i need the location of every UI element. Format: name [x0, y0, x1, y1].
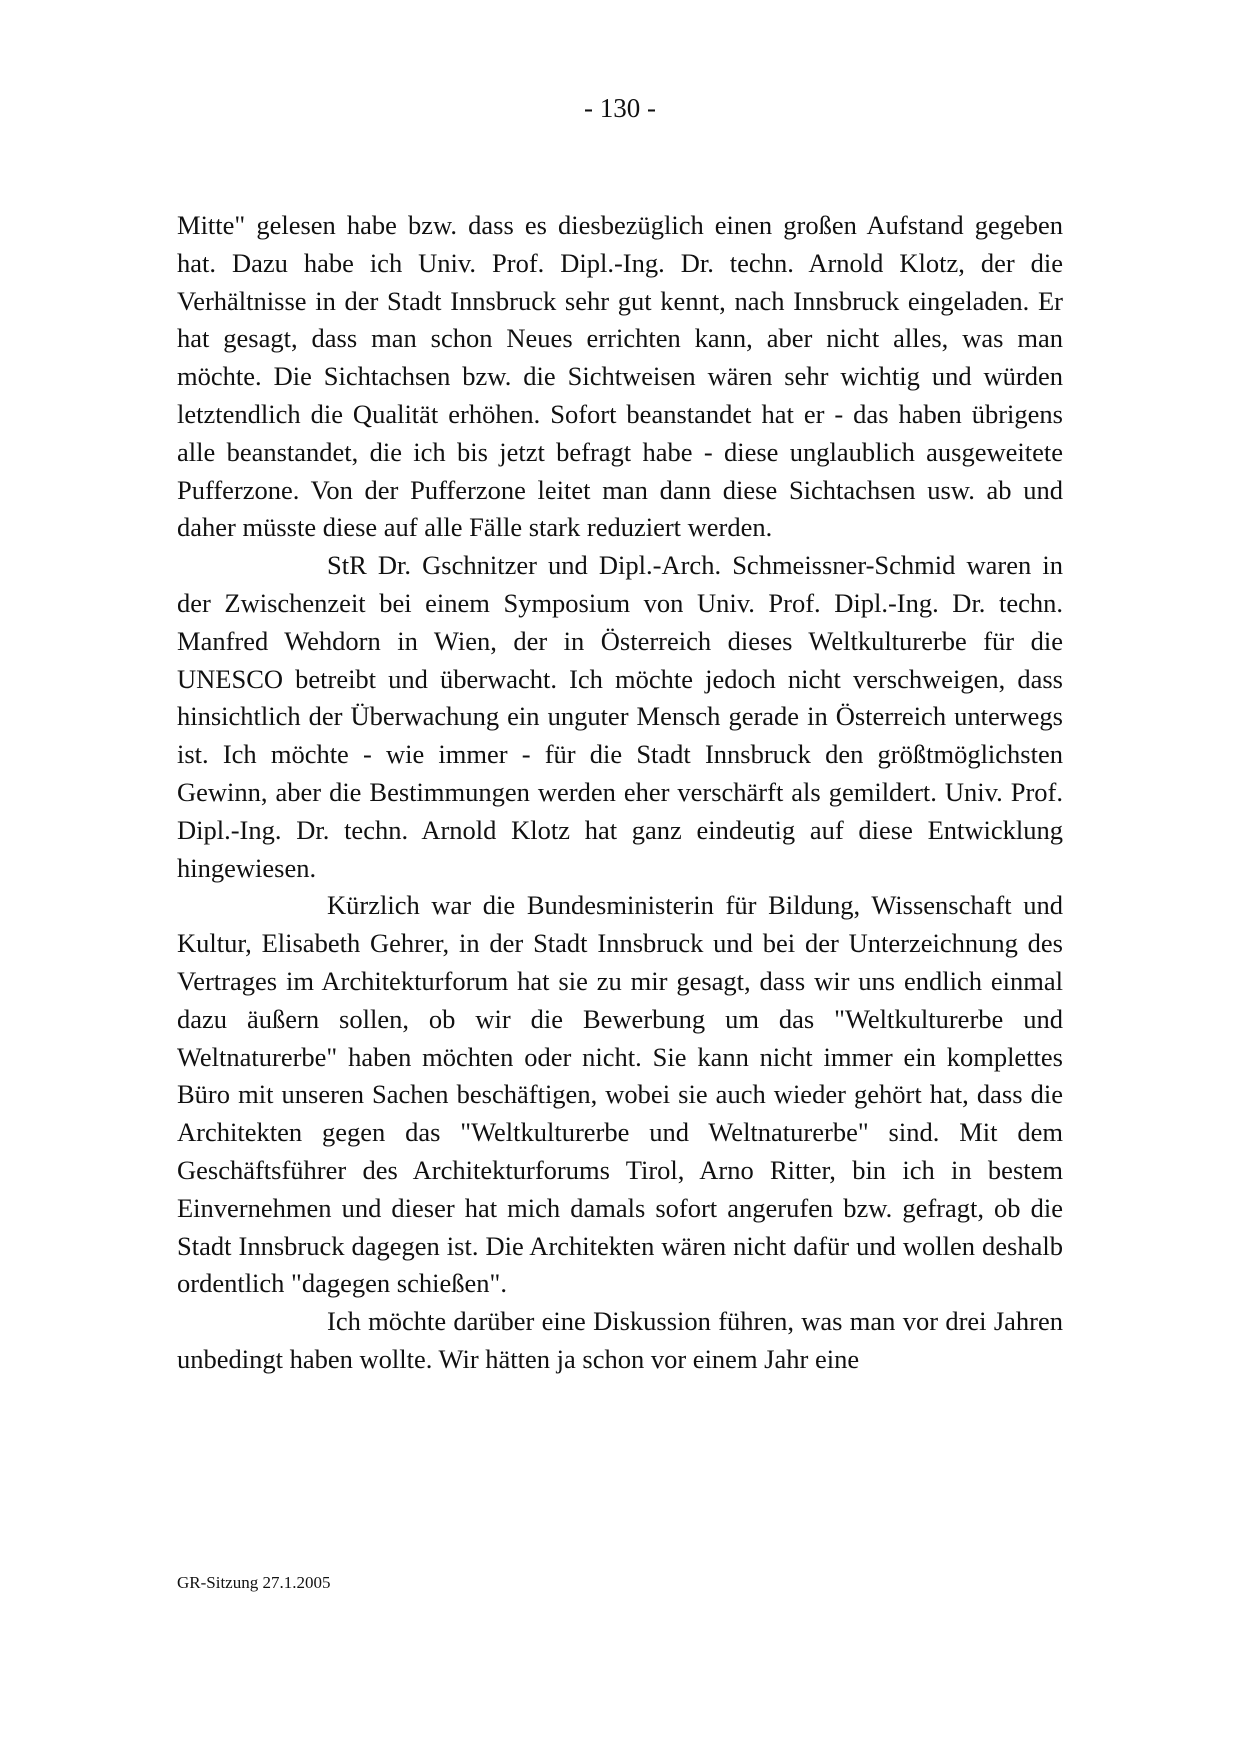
page-number: - 130 -: [584, 93, 656, 123]
document-body: [177, 207, 1063, 1379]
paragraph-1: Mitte" gelesen habe bzw. dass es diesbezüglich einen großen Aufstand gegeben hat. Dazu habe ich Univ. Prof. Dipl.-Ing. Dr. techn. Arnold Klotz, der die Verhältnisse in der Stadt Innsbruck sehr gut kennt, nach Innsbruck eingeladen. Er hat gesagt, dass man schon Neues errichten kann, aber nicht alles, was man möchte. Die Sichtachsen bzw. die Sichtweisen wären sehr wichtig und würden letztendlich die Qualität erhöhen. Sofort beanstandet hat er - das haben übrigens alle beanstandet, die ich bis jetzt befragt habe - diese unglaublich ausgeweitete Pufferzone. Von der Pufferzone leitet man dann diese Sichtachsen usw. ab und daher müsste diese auf alle Fälle stark reduziert werden.: [177, 210, 1063, 543]
paragraph-4: Ich möchte darüber eine Diskussion führen, was man vor drei Jahren unbedingt haben wollte. Wir hätten ja schon vor einem Jahr eine: [177, 1306, 1063, 1374]
paragraph-3: Kürzlich war die Bundesministerin für Bildung, Wissenschaft und Kultur, Elisabeth Gehrer, in der Stadt Innsbruck und bei der Unterzeichnung des Vertrages im Architekturforum hat sie zu mir gesagt, dass wir uns endlich einmal dazu äußern sollen, ob wir die Bewerbung um das "Weltkulturerbe und Weltnaturerbe" haben möchten oder nicht. Sie kann nicht immer ein komplettes Büro mit unseren Sachen beschäftigen, wobei sie auch wieder gehört hat, dass die Architekten gegen das "Weltkulturerbe und Weltnaturerbe" sind. Mit dem Geschäftsführer des Architekturforums Tirol, Arno Ritter, bin ich in bestem Einvernehmen und dieser hat mich damals sofort angerufen bzw. gefragt, ob die Stadt Innsbruck dagegen ist. Die Architekten wären nicht dafür und wollen deshalb ordentlich "dagegen schießen".: [177, 890, 1063, 1299]
paragraph-2: StR Dr. Gschnitzer und Dipl.-Arch. Schmeissner-Schmid waren in der Zwischenzeit bei einem Symposium von Univ. Prof. Dipl.-Ing. Dr. techn. Manfred Wehdorn in Wien, der in Österreich dieses Weltkulturerbe für die UNESCO betreibt und überwacht. Ich möchte jedoch nicht verschweigen, dass hinsichtlich der Überwachung ein unguter Mensch gerade in Österreich unterwegs ist. Ich möchte - wie immer - für die Stadt Innsbruck den größtmöglichsten Gewinn, aber die Bestimmungen werden eher verschärft als gemildert. Univ. Prof. Dipl.-Ing. Dr. techn. Arnold Klotz hat ganz eindeutig auf diese Entwicklung hingewiesen.: [177, 550, 1063, 883]
page-footer: GR-Sitzung 27.1.2005: [177, 1573, 331, 1592]
